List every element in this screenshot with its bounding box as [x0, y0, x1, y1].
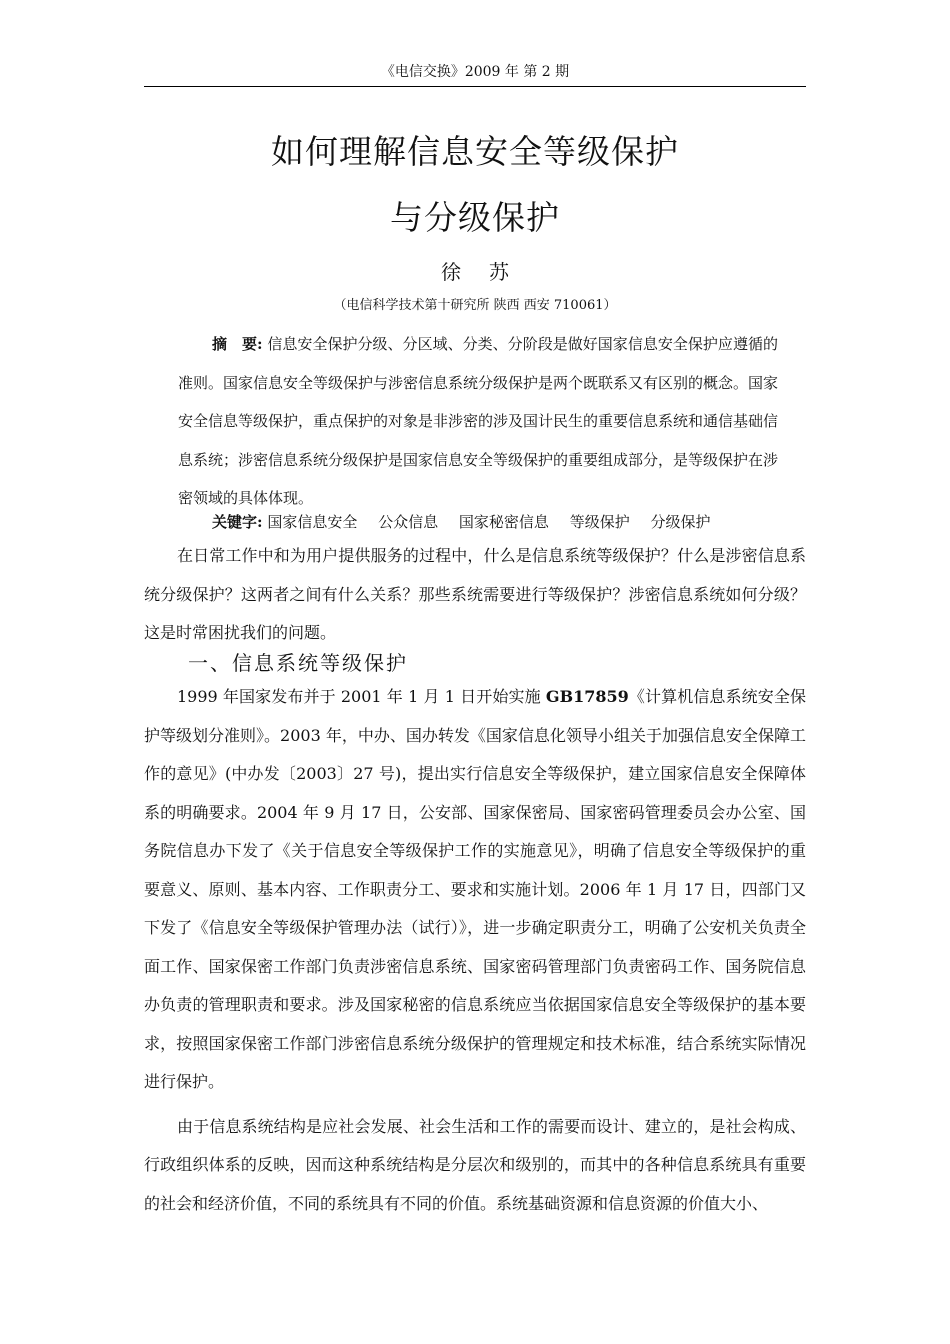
- keyword-item: 国家信息安全: [267, 513, 358, 531]
- article-title-line2: 与分级保护: [390, 198, 560, 237]
- header-rule: [144, 86, 806, 87]
- body-paragraph: [144, 678, 806, 1102]
- keyword-item: 国家秘密信息: [458, 513, 549, 531]
- intro-section: [144, 537, 806, 653]
- keywords-label: 关键字:: [212, 513, 263, 531]
- standard-code: GB17859: [545, 687, 629, 706]
- keyword-item: 分级保护: [650, 513, 711, 531]
- author-affiliation: （电信科学技术第十研究所 陕西 西安 710061）: [333, 298, 617, 313]
- abstract-label: 摘 要:: [212, 335, 263, 353]
- section-heading: 一、信息系统等级保护: [188, 651, 408, 675]
- running-header: 《电信交换》2009 年 第 2 期: [380, 64, 570, 80]
- intro-paragraph: 在日常工作中和为用户提供服务的过程中，什么是信息系统等级保护？什么是涉密信息系统分级保护？这两者之间有什么关系？那些系统需要进行等级保护？涉密信息系统如何分级？这是时常困扰我们的问题。: [144, 546, 806, 642]
- body-paragraph: 由于信息系统结构是应社会发展、社会生活和工作的需要而设计、建立的，是社会构成、行政组织体系的反映，因而这种系统结构是分层次和级别的，而其中的各种信息系统具有重要的社会和经济价值，不同的系统具有不同的价值。系统基础资源和信息资源的价值大小、: [144, 1116, 806, 1213]
- abstract: [178, 325, 778, 518]
- keyword-item: 公众信息: [378, 513, 439, 531]
- paragraph-text: 1999 年国家发布并于 2001 年 1 月 1 日开始实施: [177, 687, 546, 706]
- keywords: [178, 508, 778, 536]
- keyword-item: 等级保护: [569, 513, 630, 531]
- section-body: [144, 678, 806, 1223]
- author-name: 徐苏: [441, 260, 537, 284]
- article-title-line1: 如何理解信息安全等级保护: [271, 132, 679, 171]
- abstract-text: 信息安全保护分级、分区域、分类、分阶段是做好国家信息安全保护应遵循的准则。国家信息安全等级保护与涉密信息系统分级保护是两个既联系又有区别的概念。国家安全信息等级保护，重点保护的对象是非涉密的涉及国计民生的重要信息系统和通信基础信息系统；涉密信息系统分级保护是国家信息安全等级保护的重要组成部分，是等级保护在涉密领域的具体体现。: [178, 335, 779, 507]
- paragraph-text: 《计算机信息系统安全保护等级划分准则》。2003 年，中办、国办转发《国家信息化领导小组关于加强信息安全保障工作的意见》(中办发〔2003〕27 号)，提出实行信息安全等级保护，建立国家信息安全保障体系的明确要求。2004 年 9 月 17 日，公安部、国家保密局、国家密码管理委员会办公室、国务院信息办下发了《关于信息安全等级保护工作的实施意见》，明确了信息安全等级保护的重要意义、原则、基本内容、工作职责分工、要求和实施计划。2006 年 1 月 17 日，四部门又下发了《信息安全等级保护管理办法（试行）》，进一步确定职责分工，明确了公安机关负责全面工作、国家保密工作部门负责涉密信息系统、国家密码管理部门负责密码工作、国务院信息办负责的管理职责和要求。涉及国家秘密的信息系统应当依据国家信息安全等级保护的基本要求，按照国家保密工作部门涉密信息系统分级保护的管理规定和技术标准，结合系统实际情况进行保护。: [144, 687, 806, 1091]
